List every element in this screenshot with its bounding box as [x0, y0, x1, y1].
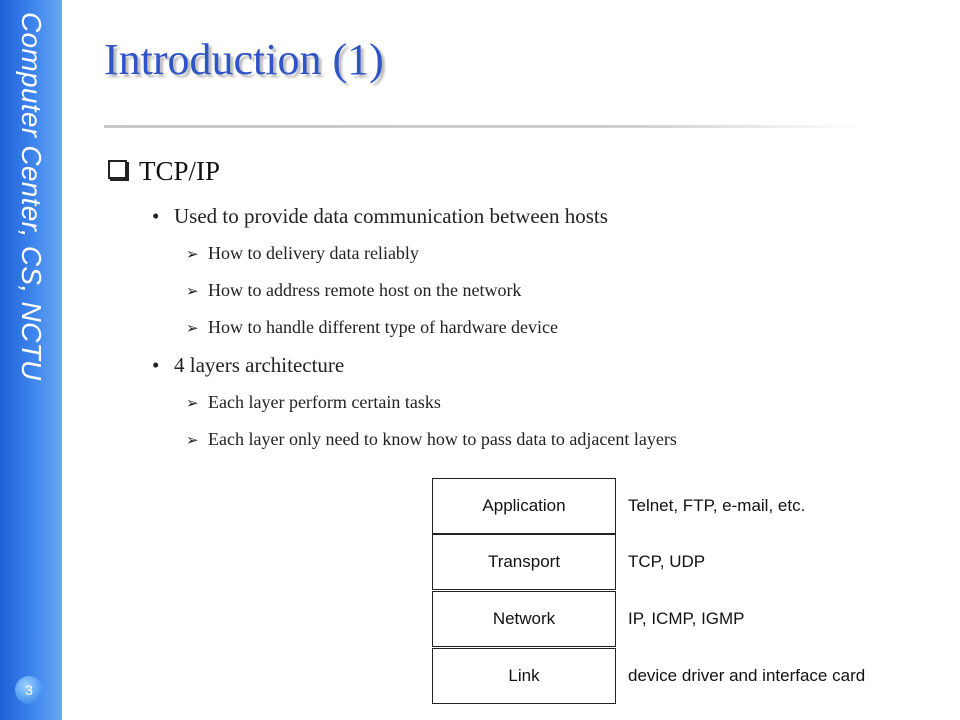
protocols-network: IP, ICMP, IGMP: [628, 609, 745, 628]
slide-title: Introduction (1): [104, 35, 384, 84]
layer-application: Application: [432, 478, 616, 534]
bullet-dot-icon: •: [152, 204, 160, 228]
page-number-badge: 3: [15, 676, 43, 704]
title-divider: [104, 125, 864, 128]
protocols-transport: TCP, UDP: [628, 552, 706, 571]
heading-text: TCP/IP: [139, 156, 221, 186]
layer-link: Link: [432, 648, 616, 704]
sub-item-text: How to handle different type of hardware device: [208, 317, 559, 337]
sub-item-text: Each layer only need to know how to pass data to adjacent layers: [208, 429, 677, 449]
bullet-item: [152, 204, 608, 229]
arrow-bullet-icon: ➢: [186, 431, 199, 449]
bullet-dot-icon: •: [152, 353, 160, 377]
layer-transport: Transport: [432, 534, 616, 590]
layer-network: Network: [432, 591, 616, 647]
arrow-bullet-icon: ➢: [186, 394, 199, 412]
arrow-bullet-icon: ➢: [186, 319, 199, 337]
sub-item: [186, 429, 677, 450]
bullet-text: 4 layers architecture: [174, 353, 345, 377]
sidebar-label: Computer Center, CS, NCTU: [16, 12, 47, 381]
sub-item: [186, 317, 558, 338]
sub-item-text: How to delivery data reliably: [208, 243, 419, 263]
sub-item-text: Each layer perform certain tasks: [208, 392, 441, 412]
protocols-link: device driver and interface card: [628, 666, 866, 685]
sub-item: [186, 280, 521, 301]
bullet-text: Used to provide data communication between hosts: [174, 204, 608, 228]
sub-item: [186, 392, 441, 413]
bullet-item: [152, 353, 344, 378]
sub-item-text: How to address remote host on the network: [208, 280, 522, 300]
arrow-bullet-icon: ➢: [186, 245, 199, 263]
checkbox-bullet-icon: [108, 160, 127, 179]
heading-tcpip: [108, 156, 220, 187]
sidebar: [0, 0, 62, 720]
layer-diagram: [432, 478, 616, 708]
arrow-bullet-icon: ➢: [186, 282, 199, 300]
sub-item: [186, 243, 419, 264]
protocols-application: Telnet, FTP, e-mail, etc.: [628, 496, 806, 515]
